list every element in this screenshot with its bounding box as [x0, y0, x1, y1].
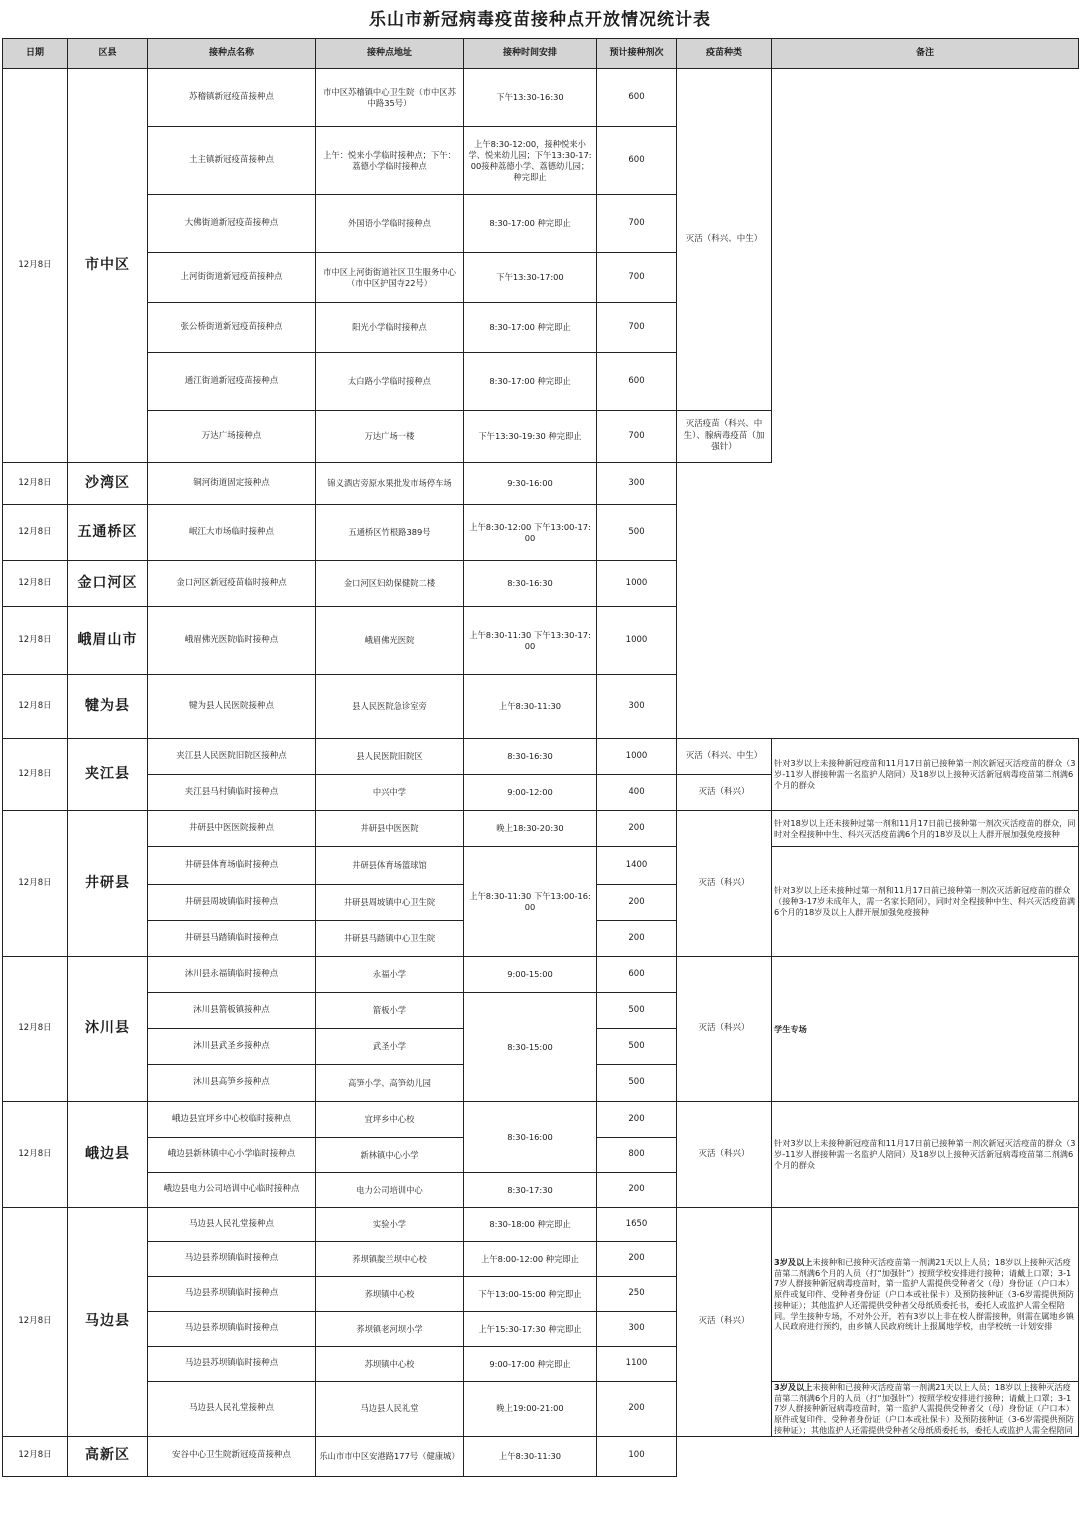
- row-vaccine-type: 灭活（科兴）: [677, 775, 772, 811]
- row-county: 井研县: [68, 811, 148, 957]
- row-doses: 200: [597, 921, 677, 957]
- row-site-name: 峨边县电力公司培训中心临时接种点: [148, 1173, 316, 1208]
- row-site-address: 锦义酒店旁原水果批发市场停车场: [316, 463, 464, 505]
- row-date: 12月8日: [3, 1436, 68, 1476]
- row-doses: 1100: [597, 1347, 677, 1382]
- row-county: 金口河区: [68, 561, 148, 607]
- row-schedule: 9:30-16:00: [464, 463, 597, 505]
- row-site-name: 张公桥街道新冠疫苗接种点: [148, 303, 316, 353]
- row-date: 12月8日: [3, 957, 68, 1102]
- row-site-address: 井研县马踏镇中心卫生院: [316, 921, 464, 957]
- row-schedule: 下午13:30-17:00: [464, 253, 597, 303]
- row-county: 五通桥区: [68, 505, 148, 561]
- row-site-name: 井研县体育场临时接种点: [148, 847, 316, 885]
- row-county: 夹江县: [68, 739, 148, 811]
- row-site-address: 阳光小学临时接种点: [316, 303, 464, 353]
- row-site-name: 井研县周坡镇临时接种点: [148, 885, 316, 921]
- row-site-address: 乐山市市中区安港路177号（健康城）: [316, 1436, 464, 1476]
- row-doses: 1000: [597, 561, 677, 607]
- row-site-address: 峨眉佛光医院: [316, 607, 464, 675]
- row-date: 12月8日: [3, 505, 68, 561]
- row-remarks-highlight: 学生专场: [774, 1023, 807, 1034]
- row-remarks-text: 针对18岁以上还未接种过第一剂和11月17日前已接种第一剂次灭活疫苗的群众，同时对全程接种中生、科兴灭活疫苗满6个月的18岁及以上人群开展加强免疫接种: [774, 817, 1076, 839]
- row-doses: 250: [597, 1277, 677, 1312]
- row-remarks: [772, 957, 1079, 1102]
- row-site-address: 万达广场一楼: [316, 411, 464, 463]
- row-county: 沙湾区: [68, 463, 148, 505]
- row-schedule: 8:30-17:30: [464, 1173, 597, 1208]
- table-row: [3, 505, 1079, 561]
- row-site-name: 峨眉佛光医院临时接种点: [148, 607, 316, 675]
- header-remarks: 备注: [772, 39, 1079, 69]
- row-county: 市中区: [68, 69, 148, 463]
- row-doses: 500: [597, 1029, 677, 1065]
- row-date: 12月8日: [3, 463, 68, 505]
- row-site-address: 宜坪乡中心校: [316, 1102, 464, 1138]
- row-site-address: 五通桥区竹根路389号: [316, 505, 464, 561]
- table-row: [3, 1102, 1079, 1138]
- row-county: 犍为县: [68, 675, 148, 739]
- row-doses: 700: [597, 253, 677, 303]
- row-remarks: [772, 847, 1079, 957]
- row-doses: 300: [597, 1312, 677, 1347]
- row-site-name: 马边县人民礼堂接种点: [148, 1382, 316, 1437]
- document-title: 乐山市新冠病毒疫苗接种点开放情况统计表: [369, 10, 711, 30]
- row-site-address: 新林镇中心小学: [316, 1138, 464, 1173]
- row-site-name: 沐川县永福镇临时接种点: [148, 957, 316, 993]
- row-doses: 1650: [597, 1208, 677, 1242]
- row-site-name: 沐川县武圣乡接种点: [148, 1029, 316, 1065]
- row-vaccine-type: 灭活（科兴）: [677, 811, 772, 957]
- row-remarks-text: 针对3岁以上还未接种过第一剂和11月17日前已接种第一剂次灭活新冠疫苗的群众（接种3-17岁未成年人，需一名家长陪同），同时对全程接种中生、科兴灭活疫苗满6个月的18岁及以上人群开展加强免疫接种: [774, 885, 1076, 917]
- row-schedule: 上午8:00-12:00 种完即止: [464, 1242, 597, 1277]
- table-row: [3, 1382, 1079, 1437]
- row-vaccine-type: 灭活（科兴）: [677, 1208, 772, 1437]
- row-date: 12月8日: [3, 607, 68, 675]
- row-site-address: 井研县中医医院: [316, 811, 464, 847]
- row-date: 12月8日: [3, 675, 68, 739]
- row-site-address: 太白路小学临时接种点: [316, 353, 464, 411]
- row-schedule: 下午13:30-19:30 种完即止: [464, 411, 597, 463]
- row-site-name: 万达广场接种点: [148, 411, 316, 463]
- row-vaccine-type: 灭活（科兴、中生）: [677, 739, 772, 775]
- row-site-address: 荞坝镇老河坝小学: [316, 1312, 464, 1347]
- row-schedule: 8:30-16:00: [464, 1102, 597, 1173]
- row-schedule: 8:30-16:30: [464, 561, 597, 607]
- row-doses: 500: [597, 1065, 677, 1102]
- row-site-name: 苏稽镇新冠疫苗接种点: [148, 69, 316, 127]
- row-site-address: 县人民医院旧院区: [316, 739, 464, 775]
- header-schedule: 接种时间安排: [464, 39, 597, 69]
- row-site-name: 岷江大市场临时接种点: [148, 505, 316, 561]
- table-row: [3, 69, 1079, 127]
- row-doses: 700: [597, 195, 677, 253]
- row-site-address: 金口河区妇幼保健院二楼: [316, 561, 464, 607]
- row-site-address: 中兴中学: [316, 775, 464, 811]
- row-date: 12月8日: [3, 561, 68, 607]
- row-schedule: 8:30-16:30: [464, 739, 597, 775]
- row-site-address: 箭板小学: [316, 993, 464, 1029]
- row-schedule: 9:00-12:00: [464, 775, 597, 811]
- header-site-name: 接种点名称: [148, 39, 316, 69]
- row-schedule: 上午8:30-12:00 下午13:00-17:00: [464, 505, 597, 561]
- row-site-name: 土主镇新冠疫苗接种点: [148, 127, 316, 195]
- row-remarks: [772, 739, 1079, 811]
- table-row: [3, 353, 1079, 411]
- row-remarks-text: 针对3岁以上未接种新冠疫苗和11月17日前已接种第一剂次新冠灭活疫苗的群众（3岁-11岁人群接种需一名监护人陪同）及18岁以上接种灭活新冠病毒疫苗第二剂满6个月的群众: [774, 1138, 1076, 1170]
- table-row: [3, 847, 1079, 885]
- row-site-name: 犍为县人民医院接种点: [148, 675, 316, 739]
- row-remarks-highlight: 3岁及以上: [774, 1382, 813, 1392]
- row-doses: 600: [597, 69, 677, 127]
- row-site-address: 电力公司培训中心: [316, 1173, 464, 1208]
- row-doses: 600: [597, 957, 677, 993]
- row-doses: 400: [597, 775, 677, 811]
- row-remarks: [772, 811, 1079, 847]
- row-site-name: 沐川县箭板镇接种点: [148, 993, 316, 1029]
- row-doses: 800: [597, 1138, 677, 1173]
- row-site-address: 永福小学: [316, 957, 464, 993]
- table-row: [3, 303, 1079, 353]
- row-schedule: 上午8:30-11:30: [464, 675, 597, 739]
- row-doses: 1400: [597, 847, 677, 885]
- row-schedule: 上午15:30-17:30 种完即止: [464, 1312, 597, 1347]
- row-schedule: 上午8:30-11:30 下午13:00-16:00: [464, 847, 597, 957]
- table-row: [3, 253, 1079, 303]
- row-site-name: 沐川县高笋乡接种点: [148, 1065, 316, 1102]
- row-site-name: 井研县中医医院接种点: [148, 811, 316, 847]
- header-date: 日期: [3, 39, 68, 69]
- row-site-name: 大佛街道新冠疫苗接种点: [148, 195, 316, 253]
- header-county: 区县: [68, 39, 148, 69]
- table-row: [3, 463, 1079, 505]
- row-site-address: 县人民医院急诊室旁: [316, 675, 464, 739]
- row-site-name: 夹江县马村镇临时接种点: [148, 775, 316, 811]
- row-doses: 500: [597, 505, 677, 561]
- row-schedule: 上午8:30-12:00，接种悦来小学、悦来幼儿园；下午13:30-17:00接种荔德小学、荔德幼儿园；种完即止: [464, 127, 597, 195]
- row-site-address: 荞坝镇中心校: [316, 1277, 464, 1312]
- row-doses: 700: [597, 303, 677, 353]
- row-county: 峨边县: [68, 1102, 148, 1208]
- header-doses: 预计接种剂次: [597, 39, 677, 69]
- table-row: [3, 1436, 1079, 1476]
- row-date: 12月8日: [3, 739, 68, 811]
- row-doses: 300: [597, 675, 677, 739]
- row-site-name: 金口河区新冠疫苗临时接种点: [148, 561, 316, 607]
- row-schedule: 下午13:00-15:00 种完即止: [464, 1277, 597, 1312]
- row-schedule: 上午8:30-11:30 下午13:30-17:00: [464, 607, 597, 675]
- row-site-address: 外国语小学临时接种点: [316, 195, 464, 253]
- row-date: 12月8日: [3, 1208, 68, 1437]
- row-remarks-text: 未接种和已接种灭活疫苗第一剂满21天以上人员；18岁以上接种灭活疫苗第二剂满6个月的人员（打“加强针”）按照学校安排进行接种；请戴上口罩；3-17岁人群接种新冠病毒疫苗时，第一监护人需提供受种者父（母）身份证（户口本）原件或复印件、受种者身份证（户口本或社保卡）及预防接种证（3-6岁需提供预防接种证）；其他监护人还需提供受种者父母纸质委托书，委托人或监护人需全程陪同。学生接种专场，不对外公开，若有3岁以上非在校人群需接种，则需在属地乡镇人民政府进行预约，由乡镇人民政府统计上报属地学校，由学校统一计划安排: [774, 1257, 1074, 1332]
- row-remarks: [772, 1382, 1079, 1437]
- row-site-name: 峨边县宜坪乡中心校临时接种点: [148, 1102, 316, 1138]
- table-row: [3, 1208, 1079, 1242]
- row-schedule: 8:30-17:00 种完即止: [464, 303, 597, 353]
- row-doses: 1000: [597, 739, 677, 775]
- row-date: 12月8日: [3, 811, 68, 957]
- table-row: [3, 127, 1079, 195]
- row-site-name: 通江街道新冠疫苗接种点: [148, 353, 316, 411]
- row-schedule: 晚上18:30-20:30: [464, 811, 597, 847]
- row-site-address: 武圣小学: [316, 1029, 464, 1065]
- row-site-name: 马边县荞坝镇临时接种点: [148, 1312, 316, 1347]
- row-site-name: 马边县荞坝镇临时接种点: [148, 1277, 316, 1312]
- row-remarks: [772, 1102, 1079, 1208]
- row-remarks-text: 未接种和已接种灭活疫苗第一剂满21天以上人员；18岁以上接种灭活疫苗第二剂满6个月的人员（打“加强针”）按照学校安排进行接种；请戴上口罩；3-17岁人群接种新冠病毒疫苗时，第一监护人需提供受种者父（母）身份证（户口本）原件或复印件、受种者身份证（户口本或社保卡）及预防接种证（3-6岁需提供预防接种证）；其他监护人还需提供受种者父母纸质委托书，委托人或监护人需全程陪同: [774, 1382, 1074, 1435]
- row-doses: 200: [597, 1382, 677, 1437]
- row-site-address: 高笋小学、高笋幼儿园: [316, 1065, 464, 1102]
- row-county: 高新区: [68, 1436, 148, 1476]
- row-schedule: 8:30-17:00 种完即止: [464, 353, 597, 411]
- row-site-address: 井研县体育场篮球馆: [316, 847, 464, 885]
- row-site-name: 安谷中心卫生院新冠疫苗接种点: [148, 1436, 316, 1476]
- table-row: [3, 957, 1079, 993]
- table-row: [3, 561, 1079, 607]
- row-doses: 1000: [597, 607, 677, 675]
- row-doses: 600: [597, 353, 677, 411]
- row-schedule: 上午8:30-11:30: [464, 1436, 597, 1476]
- row-site-address: 上午：悦来小学临时接种点；下午：荔德小学临时接种点: [316, 127, 464, 195]
- row-site-name: 铜河街道固定接种点: [148, 463, 316, 505]
- row-doses: 700: [597, 411, 677, 463]
- row-doses: 600: [597, 127, 677, 195]
- vaccination-sites-table: [2, 38, 1079, 1477]
- row-vaccine-type: 灭活（科兴）: [677, 1102, 772, 1208]
- header-vaccine-type: 疫苗种类: [677, 39, 772, 69]
- row-site-address: 井研县周坡镇中心卫生院: [316, 885, 464, 921]
- row-remarks-highlight: 3岁及以上: [774, 1257, 813, 1268]
- row-site-address: 实验小学: [316, 1208, 464, 1242]
- row-site-name: 马边县苏坝镇临时接种点: [148, 1347, 316, 1382]
- table-row: [3, 411, 1079, 463]
- table-row: [3, 195, 1079, 253]
- row-county: 峨眉山市: [68, 607, 148, 675]
- row-doses: 200: [597, 1102, 677, 1138]
- row-schedule: 8:30-18:00 种完即止: [464, 1208, 597, 1242]
- row-site-name: 夹江县人民医院旧院区接种点: [148, 739, 316, 775]
- row-doses: 300: [597, 463, 677, 505]
- row-schedule: 8:30-17:00 种完即止: [464, 195, 597, 253]
- row-site-address: 马边县人民礼堂: [316, 1382, 464, 1437]
- row-schedule: 下午13:30-16:30: [464, 69, 597, 127]
- row-schedule: 9:00-15:00: [464, 957, 597, 993]
- row-date: 12月8日: [3, 1102, 68, 1208]
- table-row: [3, 607, 1079, 675]
- row-site-name: 上河街街道新冠疫苗接种点: [148, 253, 316, 303]
- row-site-address: 苏坝镇中心校: [316, 1347, 464, 1382]
- row-doses: 200: [597, 1242, 677, 1277]
- row-doses: 200: [597, 885, 677, 921]
- row-doses: 200: [597, 811, 677, 847]
- row-date: 12月8日: [3, 69, 68, 463]
- table-row: [3, 811, 1079, 847]
- row-vaccine-type: 灭活（科兴、中生）: [677, 69, 772, 411]
- row-site-name: 井研县马踏镇临时接种点: [148, 921, 316, 957]
- row-site-address: 市中区上河街街道社区卫生服务中心（市中区护国寺22号）: [316, 253, 464, 303]
- row-schedule: 8:30-15:00: [464, 993, 597, 1102]
- row-site-name: 峨边县新林镇中心小学临时接种点: [148, 1138, 316, 1173]
- row-remarks: [772, 1208, 1079, 1382]
- table-row: [3, 675, 1079, 739]
- row-vaccine-type: 灭活（科兴）: [677, 957, 772, 1102]
- row-doses: 500: [597, 993, 677, 1029]
- row-schedule: 晚上19:00-21:00: [464, 1382, 597, 1437]
- row-doses: 200: [597, 1173, 677, 1208]
- table-row: [3, 739, 1079, 775]
- row-site-name: 马边县荞坝镇临时接种点: [148, 1242, 316, 1277]
- header-site-address: 接种点地址: [316, 39, 464, 69]
- row-site-address: 市中区苏稽镇中心卫生院（市中区苏中路35号）: [316, 69, 464, 127]
- row-vaccine-type: 灭活疫苗（科兴、中生）、腺病毒疫苗（加强针）: [677, 411, 772, 463]
- table-header-row: [3, 39, 1079, 69]
- row-schedule: 9:00-17:00 种完即止: [464, 1347, 597, 1382]
- row-site-address: 荞坝镇靛兰坝中心校: [316, 1242, 464, 1277]
- row-remarks-text: 针对3岁以上未接种新冠疫苗和11月17日前已接种第一剂次新冠灭活疫苗的群众（3岁-11岁人群接种需一名监护人陪同）及18岁以上接种灭活新冠病毒疫苗第二剂满6个月的群众: [774, 758, 1076, 790]
- row-county: 沐川县: [68, 957, 148, 1102]
- row-county: 马边县: [68, 1208, 148, 1437]
- row-doses: 100: [597, 1436, 677, 1476]
- row-site-name: 马边县人民礼堂接种点: [148, 1208, 316, 1242]
